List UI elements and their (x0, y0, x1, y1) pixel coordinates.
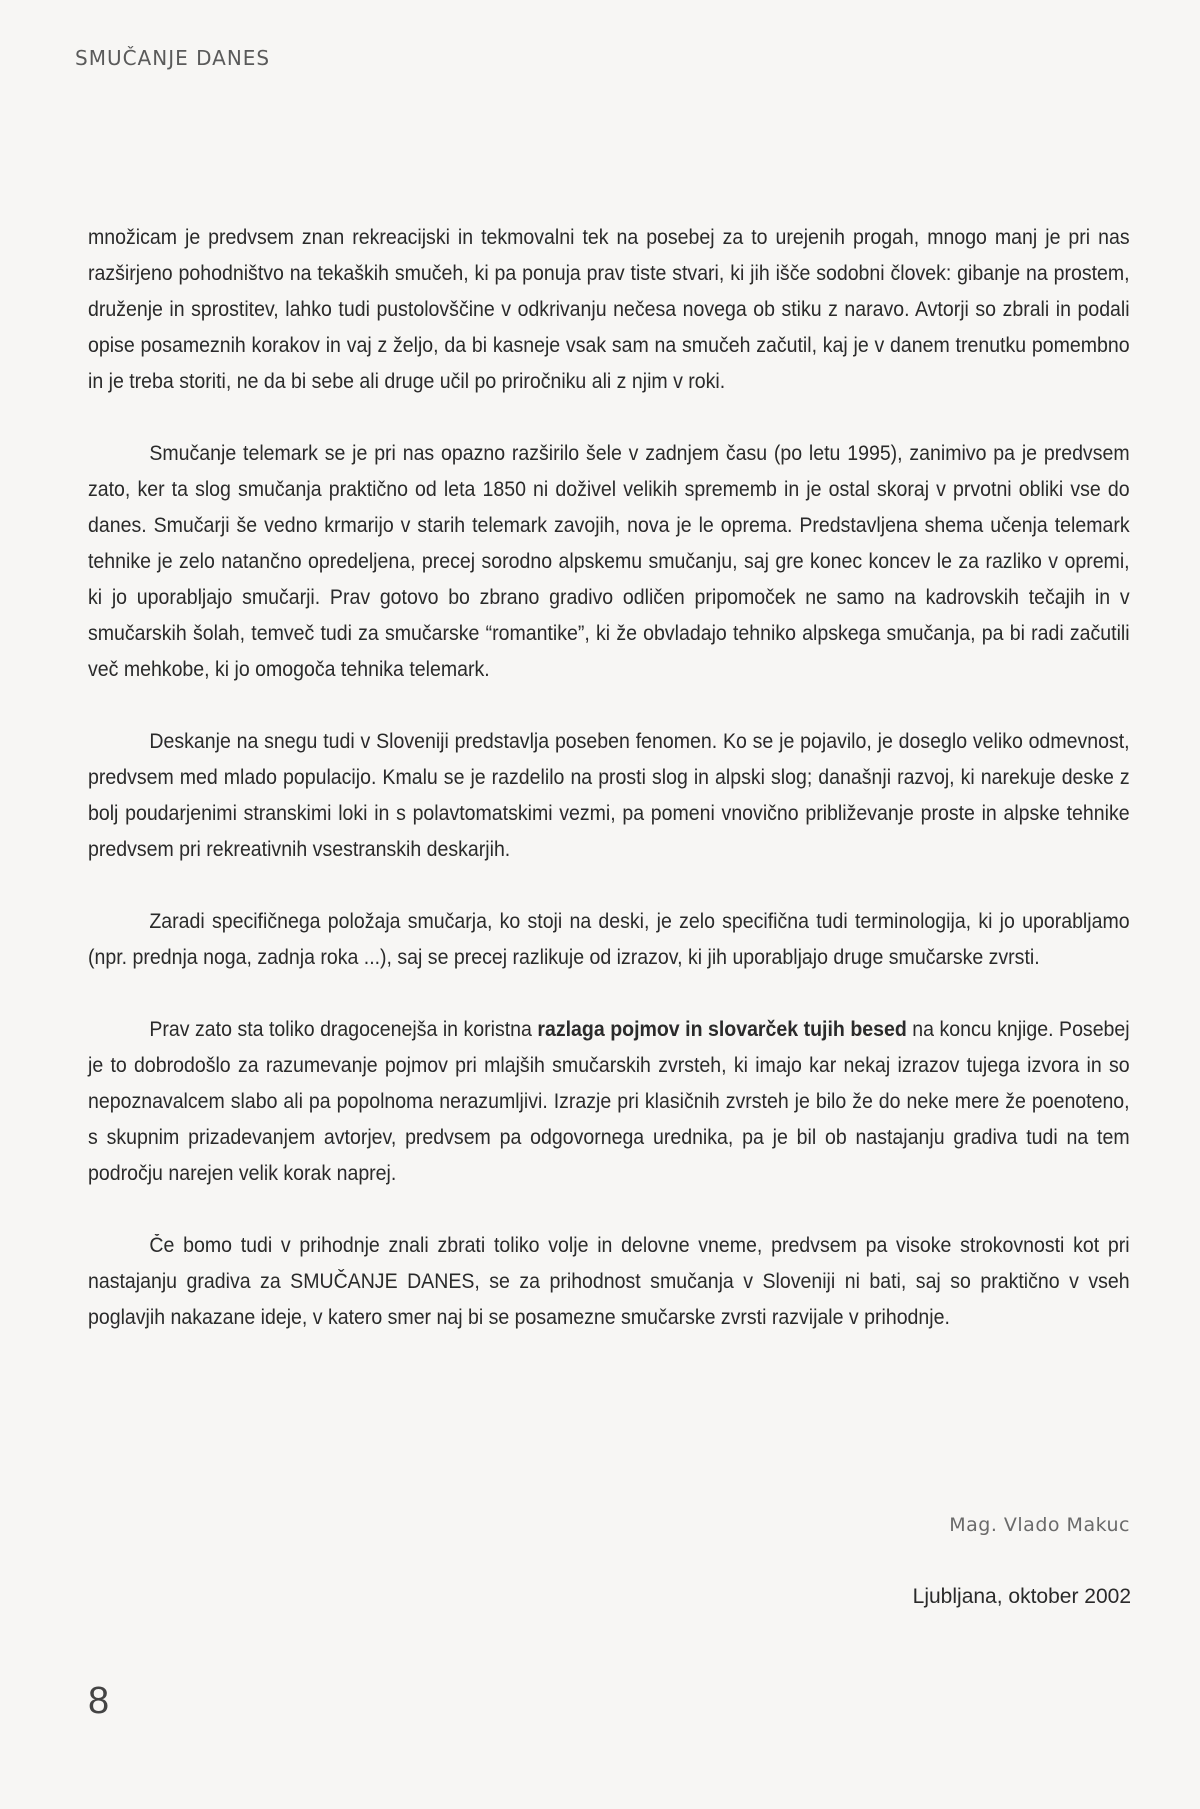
place-date: Ljubljana, oktober 2002 (912, 1585, 1131, 1608)
paragraph-5-end: na koncu knjige. Posebej je to dobrodošlo za razumevanje pojmov pri mlajših smučarskih zvrsteh, ki imajo kar nekaj izrazov tujega izvora in so nepoznavalcem slabo ali pa popolnoma nerazumljivi. Izrazje pri klasičnih zvrsteh je bilo že do neke mere že poenoteno, s skupnim prizadevanjem avtorjev, predvsem pa odgovornega urednika, pa je bil ob nastajanju gradiva tudi na tem področju narejen velik korak naprej. (88, 1018, 1130, 1185)
paragraph-5-bold: razlaga pojmov in slovarček tujih besed (537, 1018, 907, 1041)
paragraph-5-start: Prav zato sta toliko dragocenejša in koristna (149, 1018, 538, 1041)
running-header: SMUČANJE DANES (75, 46, 271, 70)
paragraph-3: Deskanje na snegu tudi v Sloveniji predstavlja poseben fenomen. Ko se je pojavilo, je doseglo veliko odmevnost, predvsem med mlado populacijo. Kmalu se je razdelilo na prosti slog in alpski slog; današnji razvoj, ki narekuje deske z bolj poudarjenimi stranskimi loki in s polavtomatskimi vezmi, pa pomeni vnovično približevanje proste in alpske tehnike predvsem pri rekreativnih vsestranskih deskarjih. (88, 730, 1130, 861)
paragraph-2: Smučanje telemark se je pri nas opazno razširilo šele v zadnjem času (po letu 1995), zanimivo pa je predvsem zato, ker ta slog smučanja praktično od leta 1850 ni doživel velikih sprememb in je ostal skoraj v prvotni obliki vse do danes. Smučarji še vedno krmarijo v starih telemark zavojih, nova je le oprema. Predstavljena shema učenja telemark tehnike je zelo natančno opredeljena, precej sorodno alpskemu smučanju, saj gre konec koncev le za razliko v opremi, ki jo uporabljajo smučarji. Prav gotovo bo zbrano gradivo odličen pripomoček ne samo na kadrovskih tečajih in v smučarskih šolah, temveč tudi za smučarske “romantike”, ki že obvladajo tehniko alpskega smučanja, pa bi radi začutili več mehkobe, ki jo omogoča tehnika telemark. (88, 442, 1130, 681)
author-signature: Mag. Vlado Makuc (949, 1514, 1130, 1536)
paragraph-4: Zaradi specifičnega položaja smučarja, ko stoji na deski, je zelo specifična tudi terminologija, ki jo uporabljamo (npr. prednja noga, zadnja roka ...), saj se precej razlikuje od izrazov, ki jih uporabljajo druge smučarske zvrsti. (88, 910, 1130, 969)
paragraph-5 (88, 1012, 1130, 1192)
paragraph-6: Če bomo tudi v prihodnje znali zbrati toliko volje in delovne vneme, predvsem pa visoke strokovnosti kot pri nastajanju gradiva za SMUČANJE DANES, se za prihodnost smučanja v Sloveniji ni bati, saj so praktično v vseh poglavjih nakazane ideje, v katero smer naj bi se posamezne smučarske zvrsti razvijale v prihodnje. (88, 1234, 1130, 1329)
body-text (88, 220, 1130, 1372)
paragraph-1: množicam je predvsem znan rekreacijski in tekmovalni tek na posebej za to urejenih progah, mnogo manj je pri nas razširjeno pohodništvo na tekaških smučeh, ki pa ponuja prav tiste stvari, ki jih išče sodobni človek: gibanje na prostem, druženje in sprostitev, lahko tudi pustolovščine v odkrivanju nečesa novega ob stiku z naravo. Avtorji so zbrali in podali opise posameznih korakov in vaj z željo, da bi kasneje vsak sam na smučeh začutil, kaj je v danem trenutku pomembno in je treba storiti, ne da bi sebe ali druge učil po priročniku ali z njim v roki. (88, 226, 1130, 393)
page-number: 8 (88, 1680, 110, 1722)
